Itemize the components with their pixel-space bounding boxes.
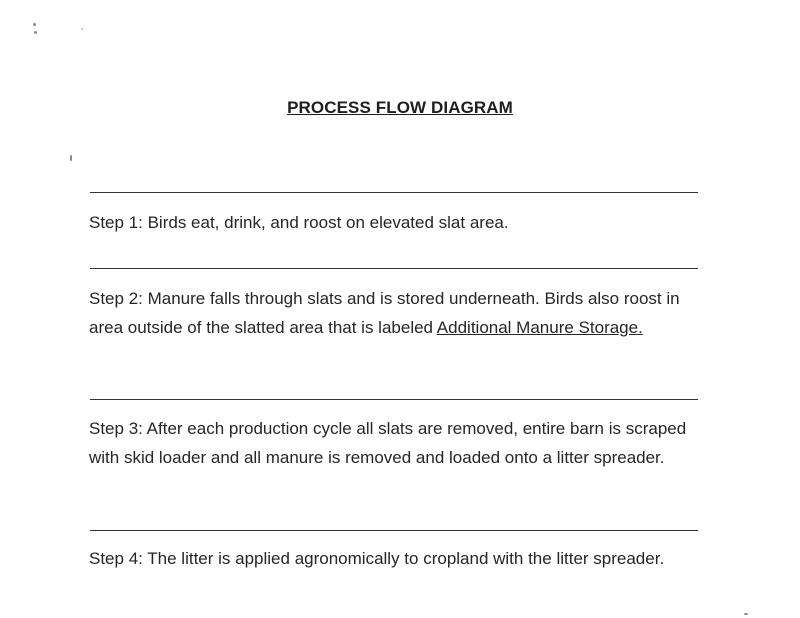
step-text: Step 2: Manure falls through slats and is stored underneath. Birds also roost in area outside of the slatted area that is labeled <box>89 289 680 337</box>
scan-speck <box>34 31 37 34</box>
step-2-text <box>89 285 704 342</box>
step-3-text <box>89 415 704 472</box>
document-title: PROCESS FLOW DIAGRAM <box>287 98 513 117</box>
underlined-term: Additional Manure Storage. <box>436 317 643 337</box>
divider-line <box>90 530 698 531</box>
scan-speck <box>744 613 748 615</box>
divider-line <box>90 192 698 193</box>
step-4-text <box>89 545 704 574</box>
scan-speck <box>70 155 72 161</box>
step-text: Step 1: Birds eat, drink, and roost on elevated slat area. <box>89 213 509 232</box>
step-text: Step 4: The litter is applied agronomically to cropland with the litter spreader. <box>89 549 665 568</box>
scan-speck <box>81 28 83 30</box>
divider-line <box>90 268 698 269</box>
step-text: Step 3: After each production cycle all slats are removed, entire barn is scraped with skid loader and all manure is removed and loaded onto a litter spreader. <box>89 419 687 467</box>
scan-speck <box>33 23 36 26</box>
step-1-text <box>89 209 704 238</box>
divider-line <box>90 399 698 400</box>
